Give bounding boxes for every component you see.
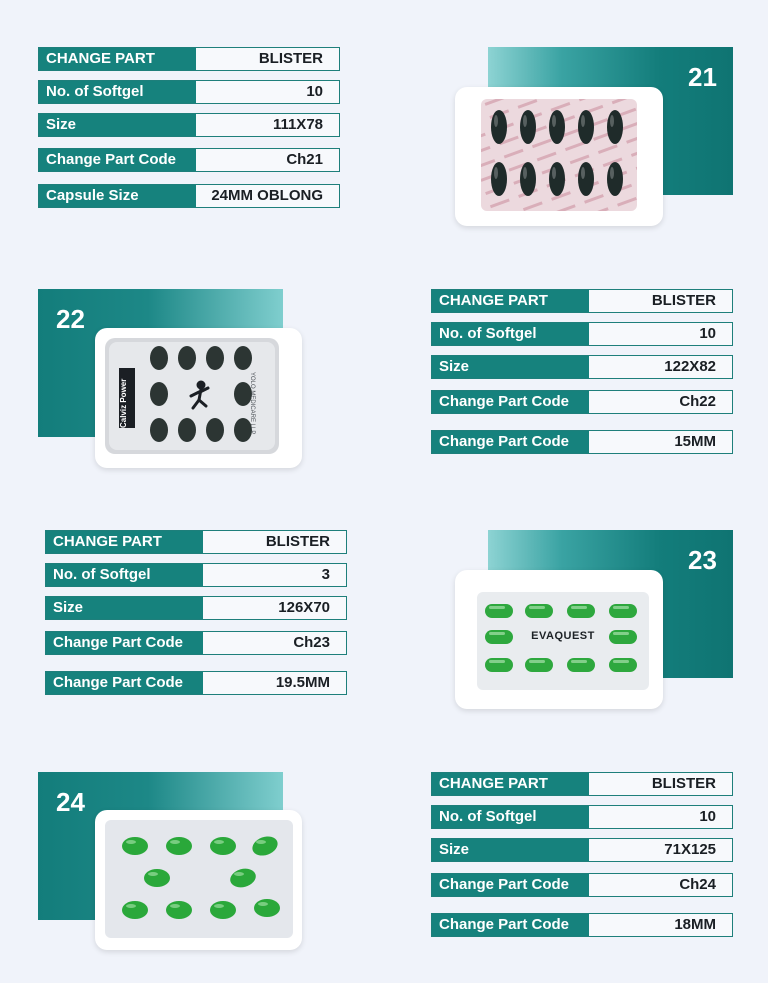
section-number-24: 24	[56, 787, 85, 817]
spec-label: CHANGE PART	[432, 290, 589, 312]
spec-label: No. of Softgel	[39, 81, 196, 103]
spec-value: 15MM	[589, 431, 732, 453]
section-number-22: 22	[56, 304, 85, 334]
spec-label: No. of Softgel	[432, 323, 589, 345]
spec-label: Capsule Size	[39, 185, 196, 207]
blister-pack-image-24	[105, 820, 293, 938]
spec-row	[38, 80, 340, 104]
spec-row	[45, 563, 347, 587]
spec-row	[45, 671, 347, 695]
spec-table-24	[431, 772, 733, 938]
section-number-21: 21	[688, 62, 717, 92]
spec-label: Change Part Code	[39, 149, 196, 171]
spec-value: 126X70	[203, 597, 346, 619]
pack-brand-label: EVAQUEST	[531, 630, 595, 642]
spec-row	[431, 772, 733, 796]
spec-value: 71X125	[589, 839, 732, 861]
product-photo-card-22	[95, 328, 302, 468]
spec-value: 24MM OBLONG	[196, 185, 339, 207]
spec-label: Size	[46, 597, 203, 619]
spec-row	[431, 322, 733, 346]
spec-row	[431, 913, 733, 937]
product-photo-card-24	[95, 810, 302, 950]
blister-pack-image-21	[481, 99, 637, 211]
spec-value: BLISTER	[589, 773, 732, 795]
pack-brand-label: Calviz Power	[119, 378, 128, 428]
spec-row	[38, 148, 340, 172]
spec-label: Change Part Code	[46, 632, 203, 654]
blister-pack-image-23	[477, 592, 649, 690]
spec-label: Change Part Code	[432, 914, 589, 936]
spec-row	[38, 47, 340, 71]
spec-value: 111X78	[196, 114, 339, 136]
spec-table-23	[45, 530, 347, 696]
spec-label: No. of Softgel	[46, 564, 203, 586]
spec-label: CHANGE PART	[432, 773, 589, 795]
spec-value: BLISTER	[196, 48, 339, 70]
spec-row	[45, 631, 347, 655]
spec-value: 10	[589, 323, 732, 345]
spec-label: Change Part Code	[432, 874, 589, 896]
spec-row	[45, 530, 347, 554]
spec-row	[45, 596, 347, 620]
spec-value: 122X82	[589, 356, 732, 378]
spec-row	[431, 289, 733, 313]
spec-row	[431, 838, 733, 862]
spec-label: Change Part Code	[46, 672, 203, 694]
spec-value: BLISTER	[589, 290, 732, 312]
spec-value: 19.5MM	[203, 672, 346, 694]
spec-table-21	[38, 47, 340, 209]
spec-label: Size	[432, 356, 589, 378]
spec-value: Ch23	[203, 632, 346, 654]
spec-label: Change Part Code	[432, 391, 589, 413]
spec-label: CHANGE PART	[39, 48, 196, 70]
spec-value: BLISTER	[203, 531, 346, 553]
spec-label: No. of Softgel	[432, 806, 589, 828]
spec-label: Size	[39, 114, 196, 136]
spec-row	[431, 430, 733, 454]
spec-row	[431, 355, 733, 379]
spec-value: 3	[203, 564, 346, 586]
spec-value: 10	[196, 81, 339, 103]
blister-pack-image-22	[105, 338, 279, 454]
spec-row	[431, 390, 733, 414]
spec-table-22	[431, 289, 733, 455]
product-photo-card-21	[455, 87, 663, 226]
pack-company-label: YOLO MEDICARE LLP	[249, 372, 255, 435]
spec-label: Size	[432, 839, 589, 861]
product-photo-card-23	[455, 570, 663, 709]
spec-label: Change Part Code	[432, 431, 589, 453]
spec-value: 10	[589, 806, 732, 828]
spec-value: Ch21	[196, 149, 339, 171]
spec-label: CHANGE PART	[46, 531, 203, 553]
spec-row	[38, 113, 340, 137]
spec-row	[431, 873, 733, 897]
spec-value: Ch22	[589, 391, 732, 413]
spec-value: 18MM	[589, 914, 732, 936]
spec-value: Ch24	[589, 874, 732, 896]
spec-row	[38, 184, 340, 208]
section-number-23: 23	[688, 545, 717, 575]
spec-row	[431, 805, 733, 829]
